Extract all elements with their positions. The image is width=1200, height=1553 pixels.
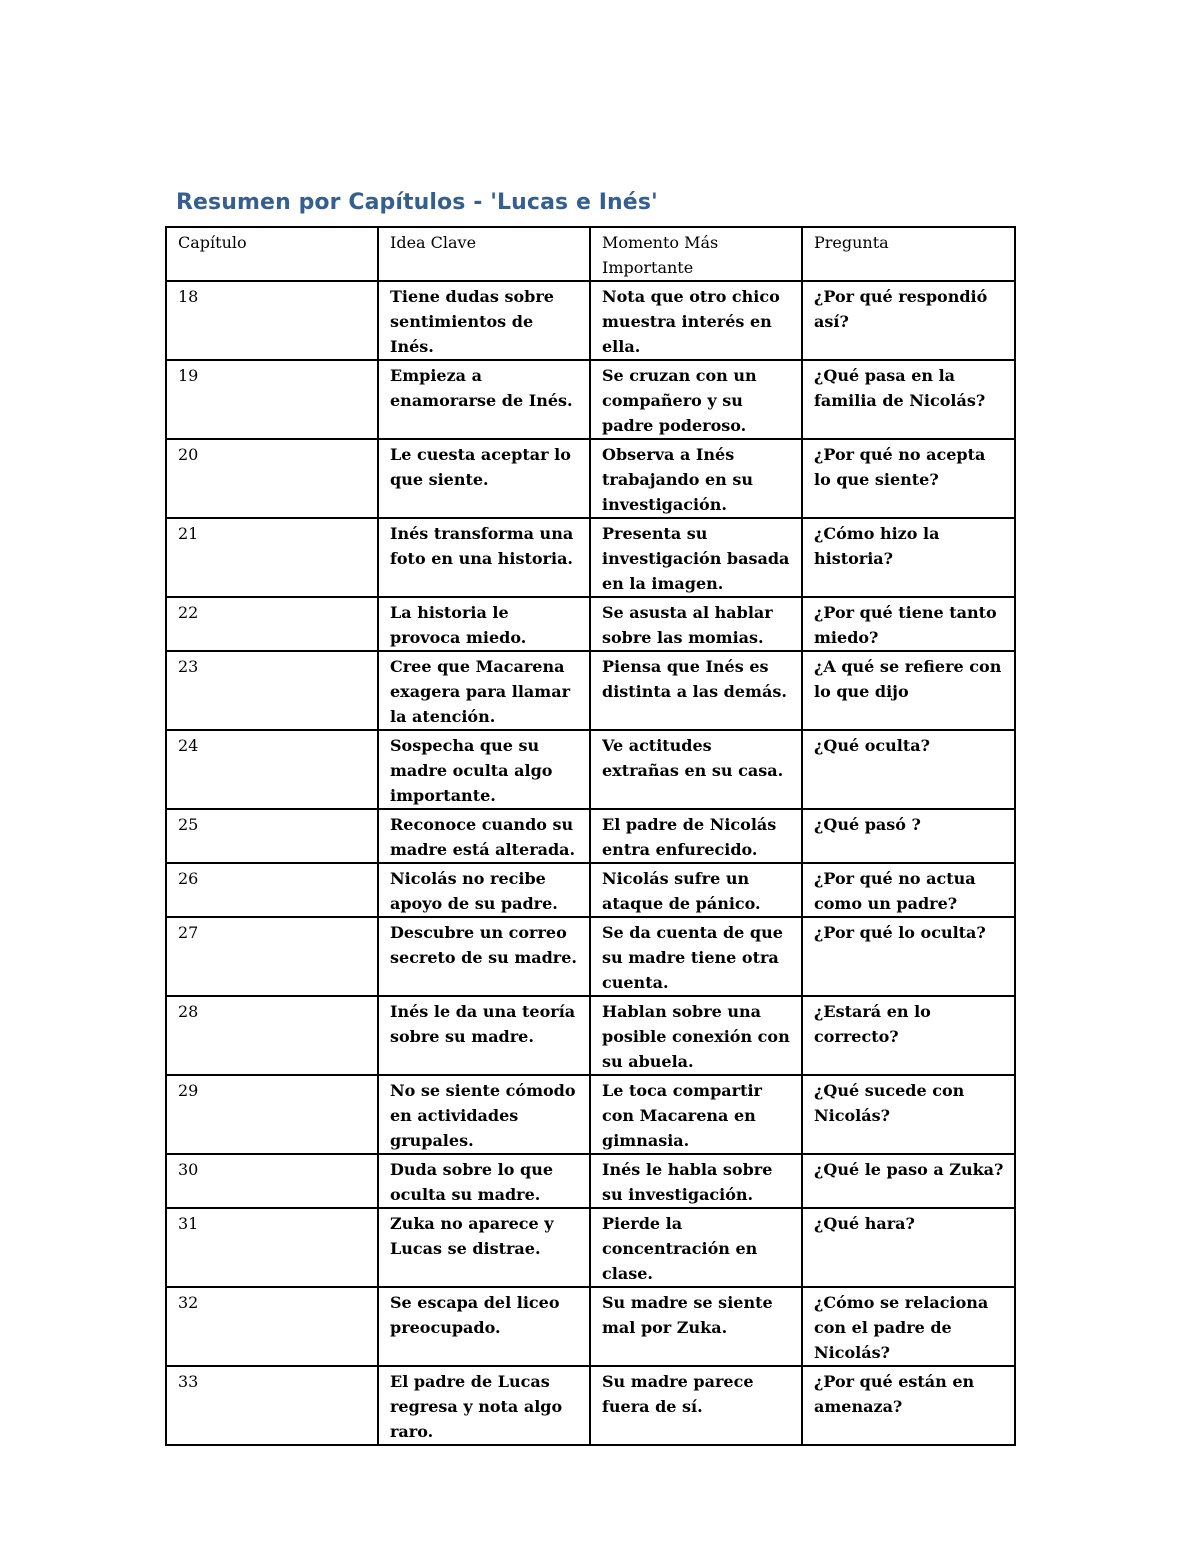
cell-key-idea: Duda sobre lo que oculta su madre. <box>378 1154 590 1208</box>
cell-key-idea: Empieza a enamorarse de Inés. <box>378 360 590 439</box>
header-question: Pregunta <box>802 227 1015 281</box>
cell-chapter: 27 <box>166 917 378 996</box>
cell-key-moment: Piensa que Inés es distinta a las demás. <box>590 651 802 730</box>
table-row <box>166 730 1015 809</box>
cell-chapter: 26 <box>166 863 378 917</box>
cell-chapter: 29 <box>166 1075 378 1154</box>
cell-question: ¿A qué se refiere con lo que dijo <box>802 651 1015 730</box>
cell-key-moment: Presenta su investigación basada en la imagen. <box>590 518 802 597</box>
cell-question: ¿Por qué tiene tanto miedo? <box>802 597 1015 651</box>
cell-key-idea: Nicolás no recibe apoyo de su padre. <box>378 863 590 917</box>
cell-key-idea: Inés le da una teoría sobre su madre. <box>378 996 590 1075</box>
cell-key-moment: Ve actitudes extrañas en su casa. <box>590 730 802 809</box>
cell-question: ¿Por qué están en amenaza? <box>802 1366 1015 1445</box>
page-title: Resumen por Capítulos - 'Lucas e Inés' <box>176 190 658 215</box>
cell-key-idea: Descubre un correo secreto de su madre. <box>378 917 590 996</box>
cell-question: ¿Por qué lo oculta? <box>802 917 1015 996</box>
cell-question: ¿Qué le paso a Zuka? <box>802 1154 1015 1208</box>
cell-key-moment: Nota que otro chico muestra interés en ella. <box>590 281 802 360</box>
table-row <box>166 360 1015 439</box>
cell-key-idea: Se escapa del liceo preocupado. <box>378 1287 590 1366</box>
cell-chapter: 28 <box>166 996 378 1075</box>
table-row <box>166 1154 1015 1208</box>
table-row <box>166 809 1015 863</box>
cell-question: ¿Qué pasó ? <box>802 809 1015 863</box>
cell-key-idea: Le cuesta aceptar lo que siente. <box>378 439 590 518</box>
cell-chapter: 23 <box>166 651 378 730</box>
cell-question: ¿Por qué no actua como un padre? <box>802 863 1015 917</box>
header-key-moment: Momento Más Importante <box>590 227 802 281</box>
cell-key-idea: Tiene dudas sobre sentimientos de Inés. <box>378 281 590 360</box>
table-row <box>166 651 1015 730</box>
table-row <box>166 518 1015 597</box>
cell-key-moment: Pierde la concentración en clase. <box>590 1208 802 1287</box>
cell-chapter: 25 <box>166 809 378 863</box>
table-row <box>166 1075 1015 1154</box>
cell-question: ¿Por qué respondió así? <box>802 281 1015 360</box>
cell-key-moment: Le toca compartir con Macarena en gimnasia. <box>590 1075 802 1154</box>
cell-question: ¿Qué pasa en la familia de Nicolás? <box>802 360 1015 439</box>
cell-chapter: 33 <box>166 1366 378 1445</box>
cell-key-idea: El padre de Lucas regresa y nota algo raro. <box>378 1366 590 1445</box>
cell-question: ¿Qué sucede con Nicolás? <box>802 1075 1015 1154</box>
table-row <box>166 863 1015 917</box>
cell-key-idea: Zuka no aparece y Lucas se distrae. <box>378 1208 590 1287</box>
cell-key-moment: Su madre parece fuera de sí. <box>590 1366 802 1445</box>
cell-chapter: 19 <box>166 360 378 439</box>
cell-chapter: 22 <box>166 597 378 651</box>
table-row <box>166 281 1015 360</box>
cell-key-moment: Observa a Inés trabajando en su investigación. <box>590 439 802 518</box>
cell-question: ¿Qué oculta? <box>802 730 1015 809</box>
cell-key-idea: Cree que Macarena exagera para llamar la atención. <box>378 651 590 730</box>
header-chapter: Capítulo <box>166 227 378 281</box>
cell-key-idea: Sospecha que su madre oculta algo importante. <box>378 730 590 809</box>
cell-question: ¿Qué hara? <box>802 1208 1015 1287</box>
cell-chapter: 32 <box>166 1287 378 1366</box>
table-row <box>166 439 1015 518</box>
table-row <box>166 1287 1015 1366</box>
cell-chapter: 18 <box>166 281 378 360</box>
table-row <box>166 996 1015 1075</box>
cell-key-idea: La historia le provoca miedo. <box>378 597 590 651</box>
header-key-idea: Idea Clave <box>378 227 590 281</box>
cell-chapter: 30 <box>166 1154 378 1208</box>
cell-key-moment: Se cruzan con un compañero y su padre poderoso. <box>590 360 802 439</box>
cell-key-idea: Reconoce cuando su madre está alterada. <box>378 809 590 863</box>
cell-question: ¿Cómo hizo la historia? <box>802 518 1015 597</box>
table-row <box>166 1208 1015 1287</box>
cell-question: ¿Cómo se relaciona con el padre de Nicolás? <box>802 1287 1015 1366</box>
cell-key-idea: No se siente cómodo en actividades grupales. <box>378 1075 590 1154</box>
cell-key-moment: Inés le habla sobre su investigación. <box>590 1154 802 1208</box>
cell-key-moment: Se asusta al hablar sobre las momias. <box>590 597 802 651</box>
table-header-row <box>166 227 1015 281</box>
cell-chapter: 20 <box>166 439 378 518</box>
cell-chapter: 31 <box>166 1208 378 1287</box>
cell-question: ¿Por qué no acepta lo que siente? <box>802 439 1015 518</box>
cell-chapter: 21 <box>166 518 378 597</box>
table-row <box>166 917 1015 996</box>
cell-key-moment: Hablan sobre una posible conexión con su abuela. <box>590 996 802 1075</box>
table-row <box>166 597 1015 651</box>
cell-chapter: 24 <box>166 730 378 809</box>
cell-key-moment: Nicolás sufre un ataque de pánico. <box>590 863 802 917</box>
cell-key-moment: Su madre se siente mal por Zuka. <box>590 1287 802 1366</box>
table-row <box>166 1366 1015 1445</box>
cell-key-moment: Se da cuenta de que su madre tiene otra cuenta. <box>590 917 802 996</box>
chapter-summary-table <box>165 226 1016 1446</box>
cell-question: ¿Estará en lo correcto? <box>802 996 1015 1075</box>
cell-key-idea: Inés transforma una foto en una historia. <box>378 518 590 597</box>
cell-key-moment: El padre de Nicolás entra enfurecido. <box>590 809 802 863</box>
